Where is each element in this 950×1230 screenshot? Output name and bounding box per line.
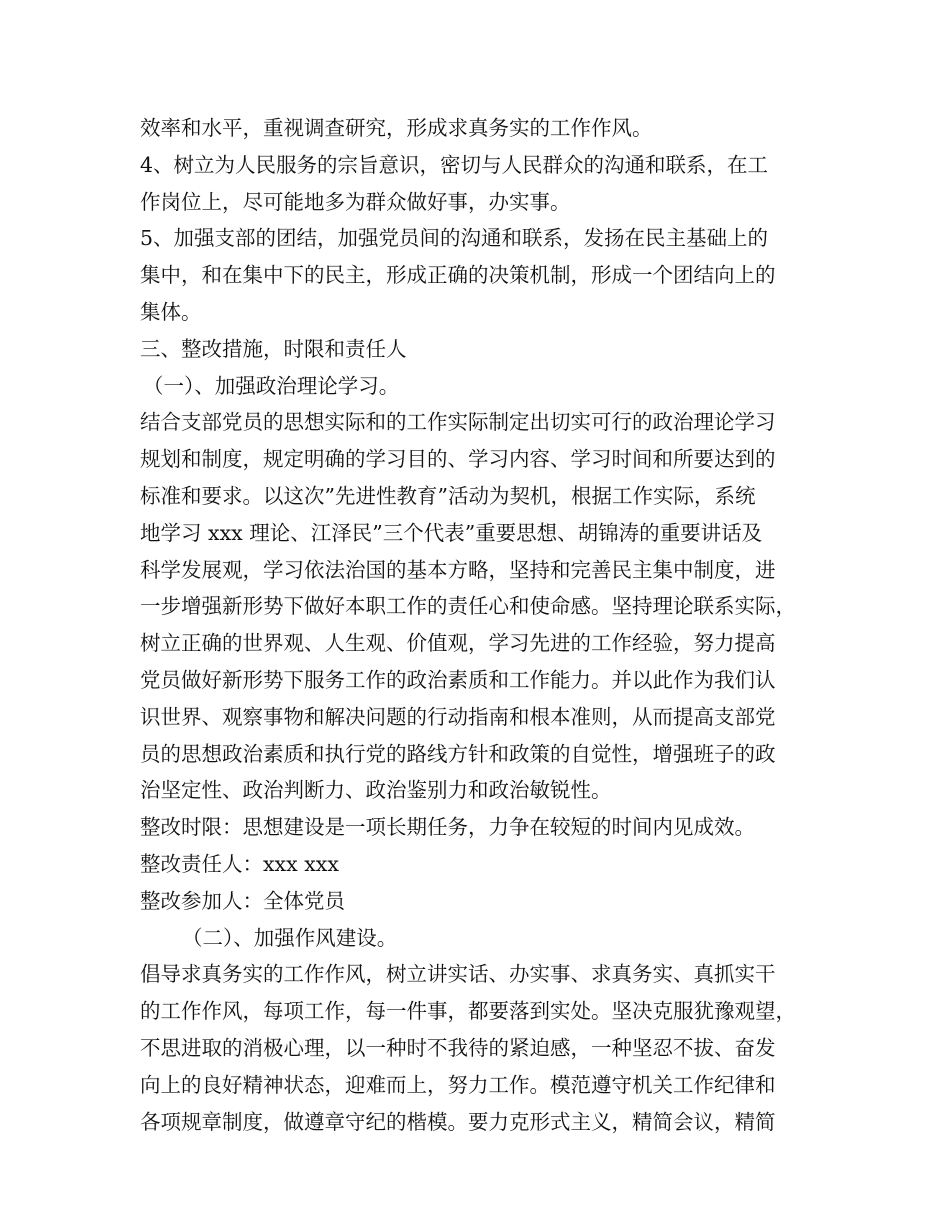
paragraph-line: 识世界、观察事物和解决问题的行动指南和根本准则，从而提高支部党 xyxy=(140,704,776,729)
paragraph-line: 效率和水平，重视调查研究，形成求真务实的工作作风。 xyxy=(140,116,653,140)
participants-line: 整改参加人：全体党员 xyxy=(140,888,345,913)
paragraph-line: 倡导求真务实的工作作风，树立讲实话、办实事、求真务实、真抓实干 xyxy=(140,962,776,987)
section-heading: 三、整改措施，时限和责任人 xyxy=(140,336,407,361)
responsible-person-line: 整改责任人：xxx xxx xyxy=(140,851,339,876)
paragraph-line: 作岗位上，尽可能地多为群众做好事，办实事。 xyxy=(140,189,571,214)
list-item-4: 4、树立为人民服务的宗旨意识，密切与人民群众的沟通和联系，在工 xyxy=(140,152,769,177)
paragraph-line: 树立正确的世界观、人生观、价值观，学习先进的工作经验，努力提高 xyxy=(140,631,776,656)
paragraph-line: 党员做好新形势下服务工作的政治素质和工作能力。并以此作为我们认 xyxy=(140,667,776,692)
paragraph-line: 员的思想政治素质和执行党的路线方针和政策的自觉性，增强班子的政 xyxy=(140,741,776,766)
paragraph-line: 结合支部党员的思想实际和的工作实际制定出切实可行的政治理论学习 xyxy=(140,410,776,435)
paragraph-line: 标准和要求。以这次”先进性教育”活动为契机，根据工作实际，系统 xyxy=(140,483,756,508)
paragraph-line: 的工作作风，每项工作，每一件事，都要落到实处。坚决克服犹豫观望， xyxy=(140,999,796,1024)
paragraph-line: 规划和制度，规定明确的学习目的、学习内容、学习时间和所要达到的 xyxy=(140,447,776,472)
document-body xyxy=(140,110,840,1140)
paragraph-line: 向上的良好精神状态，迎难而上，努力工作。模范遵守机关工作纪律和 xyxy=(140,1072,776,1097)
paragraph-line: 不思进取的消极心理，以一种时不我待的紧迫感，一种坚忍不拔、奋发 xyxy=(140,1035,776,1060)
paragraph-line: 地学习 xxx 理论、江泽民”三个代表”重要思想、胡锦涛的重要讲话及 xyxy=(140,520,763,545)
subsection-heading-1: （一）、加强政治理论学习。 xyxy=(143,373,400,398)
deadline-line: 整改时限：思想建设是一项长期任务，力争在较短的时间内见成效。 xyxy=(140,815,755,840)
paragraph-line: 集体。 xyxy=(140,299,202,324)
paragraph-line: 治坚定性、政治判断力、政治鉴别力和政治敏锐性。 xyxy=(140,778,612,803)
paragraph-line: 集中，和在集中下的民主，形成正确的决策机制，形成一个团结向上的 xyxy=(140,263,776,288)
paragraph-line: 科学发展观，学习依法治国的基本方略，坚持和完善民主集中制度，进 xyxy=(140,557,776,582)
paragraph-line: 各项规章制度，做遵章守纪的楷模。要力克形式主义，精简会议，精简 xyxy=(140,1109,776,1134)
paragraph-line: 一步增强新形势下做好本职工作的责任心和使命感。坚持理论联系实际， xyxy=(140,594,796,619)
list-item-5: 5、加强支部的团结，加强党员间的沟通和联系，发扬在民主基础上的 xyxy=(140,226,769,251)
subsection-heading-2: （二）、加强作风建设。 xyxy=(182,925,398,950)
